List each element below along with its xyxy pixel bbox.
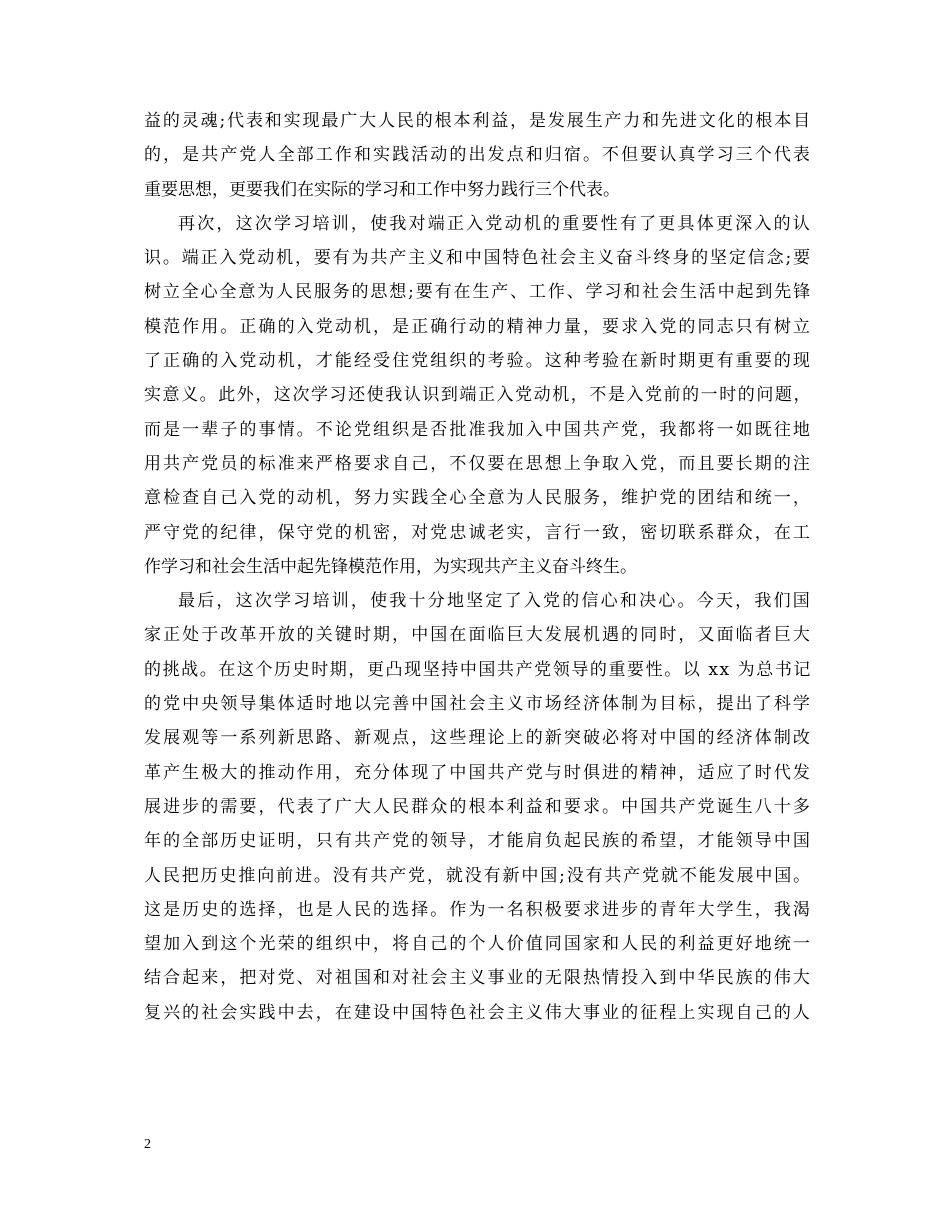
text-line: 益的灵魂;代表和实现最广大人民的根本利益，是发展生产力和先进文化的根本目: [144, 111, 812, 131]
text-line: 的挑战。在这个历史时期，更凸现坚持中国共产党领导的重要性。以 xx 为总书记: [144, 659, 812, 680]
text-line: 展进步的需要，代表了广大人民群众的根本利益和要求。中国共产党诞生八十多: [144, 796, 812, 817]
text-line: 结合起来，把对党、对祖国和对社会主义事业的无限热情投入到中华民族的伟大: [144, 968, 812, 989]
document-body: [144, 104, 812, 1030]
text-line: 了正确的入党动机，才能经受住党组织的考验。这种考验在新时期更有重要的现: [144, 351, 812, 372]
text-line: 树立全心全意为人民服务的思想;要有在生产、工作、学习和社会生活中起到先锋: [144, 282, 812, 303]
text-line: 严守党的纪律，保守党的机密，对党忠诚老实，言行一致，密切联系群众，在工: [144, 522, 812, 543]
text-line: 年的全部历史证明，只有共产党的领导，才能肩负起民族的希望，才能领导中国: [144, 831, 812, 852]
page-number: 2: [144, 1137, 151, 1152]
text-line: 而是一辈子的事情。不论党组织是否批准我加入中国共产党，我都将一如既往地: [144, 419, 812, 440]
text-line: 发展观等一系列新思路、新观点，这些理论上的新突破必将对中国的经济体制改: [144, 728, 812, 749]
text-line: 意检查自己入党的动机，努力实践全心全意为人民服务，维护党的团结和统一，: [144, 488, 812, 509]
text-line: 识。端正入党动机，要有为共产主义和中国特色社会主义奋斗终身的坚定信念;要: [144, 248, 812, 269]
text-line: 复兴的社会实践中去，在建设中国特色社会主义伟大事业的征程上实现自己的人: [144, 1002, 812, 1023]
text-line: 重要思想，更要我们在实际的学习和工作中努力践行三个代表。: [144, 179, 620, 200]
text-line: 模范作用。正确的入党动机，是正确行动的精神力量，要求入党的同志只有树立: [144, 316, 812, 337]
text-line: 用共产党员的标准来严格要求自己，不仅要在思想上争取入党，而且要长期的注: [144, 453, 812, 474]
text-line: 人民把历史推向前进。没有共产党，就没有新中国;没有共产党就不能发展中国。: [144, 865, 812, 886]
text-line: 作学习和社会生活中起先锋模范作用，为实现共产主义奋斗终生。: [144, 556, 637, 577]
text-line: 家正处于改革开放的关键时期，中国在面临巨大发展机遇的同时，又面临者巨大: [144, 625, 812, 646]
text-line: 再次，这次学习培训，使我对端正入党动机的重要性有了更具体更深入的认: [178, 213, 812, 234]
text-line: 最后，这次学习培训，使我十分地坚定了入党的信心和决心。今天，我们国: [178, 591, 812, 612]
text-line: 的党中央领导集体适时地以完善中国社会主义市场经济体制为目标，提出了科学: [144, 694, 812, 715]
text-line: 实意义。此外，这次学习还使我认识到端正入党动机，不是入党前的一时的问题，: [144, 385, 812, 406]
text-line: 望加入到这个光荣的组织中，将自己的个人价值同国家和人民的利益更好地统一: [144, 934, 812, 955]
text-line: 的，是共产党人全部工作和实践活动的出发点和归宿。不但要认真学习三个代表: [144, 145, 812, 166]
text-line: 这是历史的选择，也是人民的选择。作为一名积极要求进步的青年大学生，我渴: [144, 899, 812, 920]
text-line: 革产生极大的推动作用，充分体现了中国共产党与时俱进的精神，适应了时代发: [144, 762, 812, 783]
